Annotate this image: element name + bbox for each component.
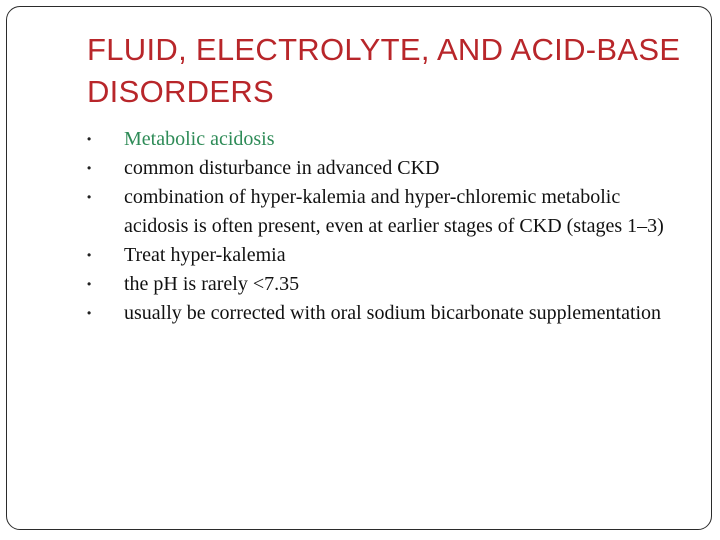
bullet-text: usually be corrected with oral sodium bicarbonate supplementation: [124, 302, 662, 324]
bullet-item: [87, 270, 687, 299]
bullet-text-heading: Metabolic acidosis: [124, 128, 275, 150]
bullet-dot-icon: •: [87, 248, 92, 262]
bullet-dot-icon: •: [87, 161, 92, 175]
bullet-list: [87, 125, 687, 328]
bullet-text: combination of hyper-kalemia and hyper-chloremic metabolic acidosis is often present, even at earlier stages of CKD (stages 1–3): [124, 186, 664, 237]
bullet-dot-icon: •: [87, 190, 92, 204]
bullet-dot-icon: •: [87, 306, 92, 320]
bullet-dot-icon: •: [87, 132, 92, 146]
bullet-text: the pH is rarely <7.35: [124, 273, 300, 295]
slide-title: FLUID, ELECTROLYTE, AND ACID-BASE DISORDERS: [87, 32, 681, 109]
bullet-text: Treat hyper-kalemia: [124, 244, 286, 266]
bullet-dot-icon: •: [87, 277, 92, 291]
bullet-item: [87, 241, 687, 270]
bullet-item: [87, 154, 687, 183]
slide-frame: [6, 6, 712, 530]
bullet-item: [87, 125, 687, 154]
bullet-text: common disturbance in advanced CKD: [124, 157, 440, 179]
bullet-item: [87, 183, 687, 241]
bullet-item: [87, 299, 687, 328]
